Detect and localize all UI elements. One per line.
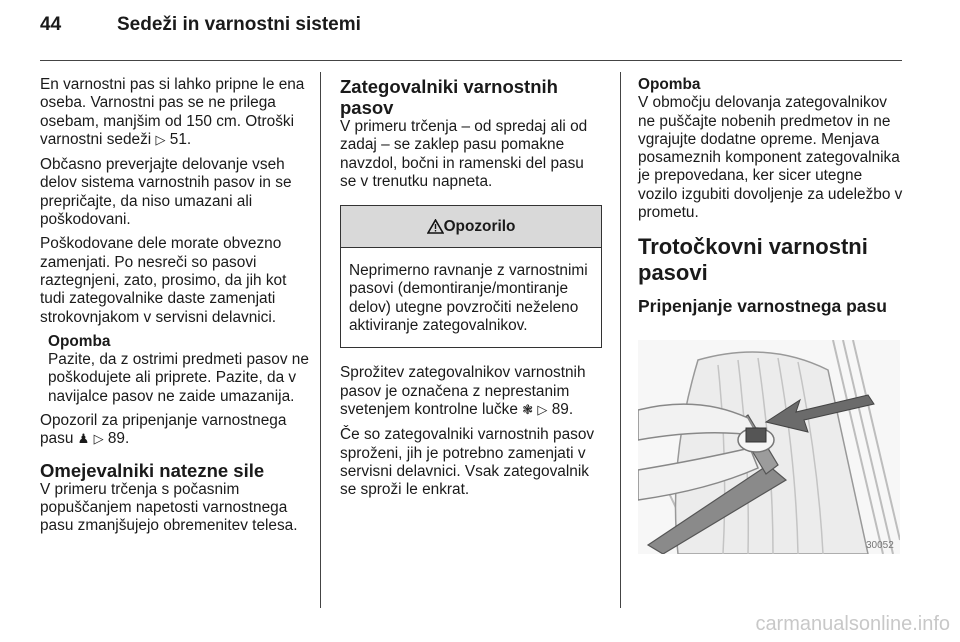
airbag-indicator-icon: ❃ bbox=[522, 402, 534, 418]
warning-box bbox=[340, 205, 602, 348]
column-2 bbox=[340, 76, 602, 505]
warning-header bbox=[341, 206, 601, 248]
warning-icon bbox=[427, 219, 444, 234]
paragraph: Sprožitev zategovalnikov varnostnih pasov je označena z neprestanim svetenjem kontrolne lučke ❃ ▷ 89. bbox=[340, 364, 586, 418]
warning-text: Neprimerno ravnanje z varnostnimi pasovi (demontiranje/montiranje delov) utegne povzročiti neželeno aktiviranje zategovalnikov. bbox=[349, 262, 588, 335]
page-title: Sedeži in varnostni sistemi bbox=[117, 14, 361, 35]
figure-code: 30052 bbox=[866, 540, 894, 551]
page-ref-icon: ▷ bbox=[537, 402, 548, 418]
page-ref[interactable]: 89. bbox=[551, 400, 574, 418]
paragraph: V primeru trčenja s počasnim popuščanjem napetosti varnostnega pasu zmanjšujejo obremenitev telesa. bbox=[40, 480, 298, 535]
seatbelt-icon: ♟ bbox=[77, 432, 90, 448]
paragraph: Opozoril za pripenjanje varnostnega pasu ♟ ▷ 89. bbox=[40, 412, 287, 448]
note bbox=[48, 333, 310, 406]
paragraph: V primeru trčenja – od spredaj ali od zadaj – se zaklep pasu pomakne navzdol, bočni in ramenski del pasu se v trenutku napneta. bbox=[340, 118, 588, 190]
header-rule bbox=[40, 60, 902, 61]
note-label: Opomba bbox=[638, 76, 701, 93]
column-divider-1 bbox=[320, 72, 321, 608]
paragraph: Če so zategovalniki varnostnih pasov sproženi, jih je potrebno zamenjati v servisni delavnici. Vsak zategovalnik se sproži le enkrat. bbox=[340, 426, 595, 499]
seatbelt-drawing bbox=[638, 340, 900, 554]
note-label: Opomba bbox=[48, 332, 111, 350]
paragraph: Občasno preverjajte delovanje vseh delov sistema varnostnih pasov in se prepričajte, da niso umazani ali poškodovani. bbox=[40, 156, 292, 229]
subsection-title: Pripenjanje varnostnega pasu bbox=[638, 296, 887, 317]
section-title: Omejevalniki natezne sile bbox=[40, 459, 265, 481]
note-text: Pazite, da z ostrimi predmeti pasov ne poškodujete ali priprete. Pazite, da v navijalce pasov ne zaide umazanija. bbox=[48, 351, 309, 405]
warning-title: Opozorilo bbox=[443, 217, 516, 235]
page-number: 44 bbox=[40, 14, 62, 35]
section-title: Zategovalniki varnostnih pasov bbox=[340, 76, 558, 118]
column-divider-2 bbox=[620, 72, 621, 608]
page-ref[interactable]: 51. bbox=[169, 130, 192, 148]
page-ref[interactable]: 89. bbox=[107, 430, 130, 448]
paragraph: Poškodovane dele morate obvezno zamenjati. Po nesreči so pasovi raztegnjeni, zato, prosimo, da jih kot tudi zategovalnike daste zamenjati strokovnjakom v servisni delavnici. bbox=[40, 235, 287, 326]
column-1 bbox=[40, 76, 310, 542]
column-3 bbox=[638, 76, 904, 317]
section-title: Trotočkovni varnostni pasovi bbox=[638, 234, 868, 286]
paragraph: En varnostni pas si lahko pripne le ena oseba. Varnostni pas se ne prilega osebam, manjšim od 150 cm. Otroški varnostni sedeži ▷ 51. bbox=[40, 76, 305, 148]
note-text: V območju delovanja zategovalnikov ne puščajte nobenih predmetov in ne vgrajujte dodatne opreme. Menjava posameznih komponent zategovalnika je prepovedana, ker sicer utegne vozilo izgubiti dovoljenje za udeležbo v prometu. bbox=[638, 94, 903, 222]
seatbelt-illustration bbox=[638, 340, 900, 554]
page-ref-icon: ▷ bbox=[155, 132, 166, 148]
page-ref-icon: ▷ bbox=[93, 432, 104, 448]
watermark: carmanualsonline.info bbox=[755, 613, 950, 635]
